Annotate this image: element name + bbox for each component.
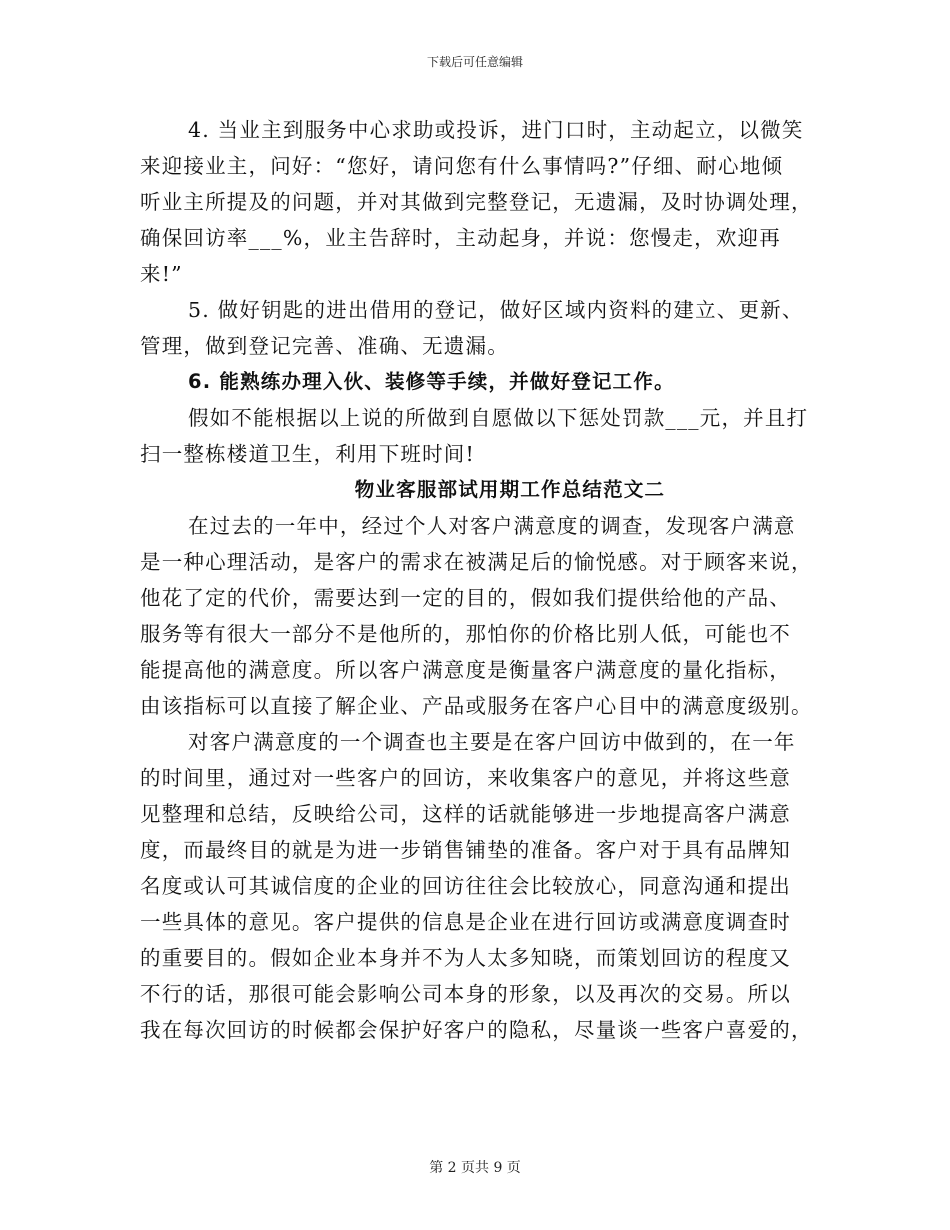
paragraph-line: 是一种心理活动，是客户的需求在被满足后的愉悦感。对于顾客来说， xyxy=(140,550,813,574)
paragraph-line: 的时间里，通过对一些客户的回访，来收集客户的意见，并将这些意 xyxy=(140,766,791,790)
paragraph-line: 假如不能根据以上说的所做到自愿做以下惩处罚款___元，并且打 xyxy=(188,406,809,430)
paragraph-line: 5. 做好钥匙的进出借用的登记，做好区域内资料的建立、更新、 xyxy=(188,298,804,322)
paragraph-line: 由该指标可以直接了解企业、产品或服务在客户心目中的满意度级别。 xyxy=(140,694,813,718)
paragraph-line: 一些具体的意见。客户提供的信息是企业在进行回访或满意度调查时 xyxy=(140,910,791,934)
paragraph-line: 扫一整栋楼道卫生，利用下班时间! xyxy=(140,442,475,466)
paragraph-line: 4. 当业主到服务中心求助或投诉，进门口时，主动起立，以微笑 xyxy=(188,118,804,142)
paragraph-line: 不行的话，那很可能会影响公司本身的形象，以及再次的交易。所以 xyxy=(140,982,791,1006)
paragraph-line: 对客户满意度的一个调查也主要是在客户回访中做到的，在一年 xyxy=(188,730,796,754)
paragraph-line: 确保回访率___%，业主告辞时，主动起身，并说：您慢走，欢迎再 xyxy=(140,226,781,250)
paragraph-line: 听业主所提及的问题，并对其做到完整登记，无遗漏，及时协调处理， xyxy=(140,190,813,214)
paragraph-line: 管理，做到登记完善、准确、无遗漏。 xyxy=(140,334,509,358)
section-title: 物业客服部试用期工作总结范文二 xyxy=(354,478,666,501)
bold-paragraph-line: 6. 能熟练办理入伙、装修等手续，并做好登记工作。 xyxy=(188,370,675,393)
paragraph-line: 度，而最终目的就是为进一步销售铺垫的准备。客户对于具有品牌知 xyxy=(140,838,791,862)
paragraph-line: 他花了定的代价，需要达到一定的目的，假如我们提供给他的产品、 xyxy=(140,586,791,610)
paragraph-line: 来迎接业主，问好：“您好，请问您有什么事情吗?”仔细、耐心地倾 xyxy=(140,154,784,178)
paragraph-line: 的重要目的。假如企业本身并不为人太多知晓，而策划回访的程度又 xyxy=(140,946,791,970)
paragraph-line: 我在每次回访的时候都会保护好客户的隐私，尽量谈一些客户喜爱的， xyxy=(140,1018,813,1042)
paragraph-line: 服务等有很大一部分不是他所的，那怕你的价格比别人低，可能也不 xyxy=(140,622,791,646)
page-footer: 第 2 页共 9 页 xyxy=(429,1160,521,1176)
paragraph-line: 见整理和总结，反映给公司，这样的话就能够进一步地提高客户满意 xyxy=(140,802,791,826)
paragraph-line: 来!” xyxy=(140,262,183,286)
paragraph-line: 在过去的一年中，经过个人对客户满意度的调查，发现客户满意 xyxy=(188,514,796,538)
paragraph-line: 能提高他的满意度。所以客户满意度是衡量客户满意度的量化指标， xyxy=(140,658,791,682)
paragraph-line: 名度或认可其诚信度的企业的回访往往会比较放心，同意沟通和提出 xyxy=(140,874,791,898)
document-body xyxy=(140,112,820,1048)
page-header: 下载后可任意编辑 xyxy=(426,55,523,69)
